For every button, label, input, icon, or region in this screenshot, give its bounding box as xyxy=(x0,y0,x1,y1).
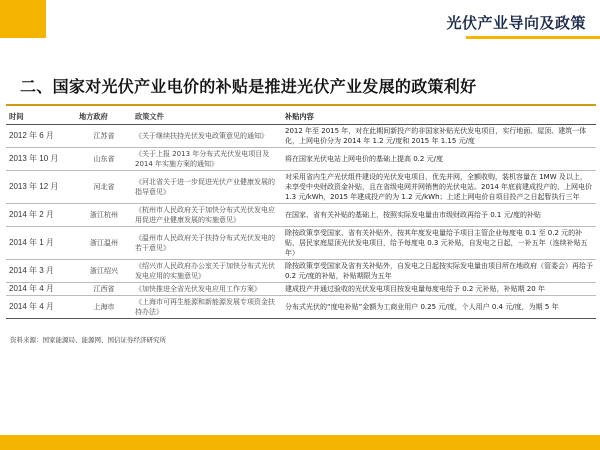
column-header-time: 时间 xyxy=(6,110,76,125)
cell-government: 江西省 xyxy=(76,283,132,296)
cell-government: 山东省 xyxy=(76,148,132,171)
cell-subsidy-content: 除按政策享受国家、省有关补贴外，按其年度发电量给予项目主管企业每度电 0.1 至 0.2 元的补贴，居民家庭屋顶光伏发电项目，给予每度电 0.3 元补贴，自发电之日起，一补五年（连续补贴五年） xyxy=(282,227,596,260)
section-title: 二、国家对光伏产业电价的补贴是推进光伏产业发展的政策利好 xyxy=(20,77,477,96)
cell-government: 浙江温州 xyxy=(76,227,132,260)
header-title: 光伏产业导向及政策 xyxy=(446,14,586,32)
table-row xyxy=(6,296,596,319)
cell-time: 2014 年 3 月 xyxy=(6,260,76,283)
brand-color-block xyxy=(0,0,46,38)
cell-subsidy-content: 建成投产并通过验收的光伏发电项目按发电量每度电给予 0.2 元补贴，补贴期 20 年 xyxy=(282,283,596,296)
table-header-row xyxy=(6,110,596,125)
cell-subsidy-content: 将在国家光伏电站上网电价的基础上提高 0.2 元/度 xyxy=(282,148,596,171)
cell-policy-document: 《绍兴市人民政府办公室关于加快分布式光伏发电应用的实施意见》 xyxy=(132,260,282,283)
cell-subsidy-content: 除按政策享受国家及省有关补贴外，自发电之日起按实际发电量由项目所在地政府（管委会）再给予 0.2 元/度的补贴，补贴期限为五年 xyxy=(282,260,596,283)
cell-government: 浙江绍兴 xyxy=(76,260,132,283)
cell-subsidy-content: 2012 年至 2015 年，对在此期间新投产的非国家补贴光伏发电项目，实行地面、屋顶、建筑一体化，上网电价分为 2014 年 1.2 元/度和 2015 年 1.15 元/度 xyxy=(282,125,596,148)
cell-policy-document: 《加快推进全省光伏发电应用工作方案》 xyxy=(132,283,282,296)
cell-time: 2014 年 4 月 xyxy=(6,283,76,296)
cell-time: 2014 年 2 月 xyxy=(6,204,76,227)
cell-time: 2014 年 4 月 xyxy=(6,296,76,319)
top-bar xyxy=(0,0,600,52)
table-row xyxy=(6,260,596,283)
cell-time: 2013 年 10 月 xyxy=(6,148,76,171)
column-header-subsidy-content: 补贴内容 xyxy=(282,110,596,125)
cell-government: 上海市 xyxy=(76,296,132,319)
source-note: 资料来源：国家能源局、能源网、国信证券经济研究所 xyxy=(10,336,166,344)
cell-subsidy-content: 分布式光伏的“度电补贴”金额为工商业用户 0.25 元/度，个人用户 0.4 元/度，为期 5 年 xyxy=(282,296,596,319)
cell-policy-document: 《杭州市人民政府关于加快分布式光伏发电应用促进产业健康发展的实施意见》 xyxy=(132,204,282,227)
cell-time: 2014 年 1 月 xyxy=(6,227,76,260)
cell-subsidy-content: 在国家、省有关补贴的基础上，按照实际发电量由市级财政再给予 0.1 元/度的补贴 xyxy=(282,204,596,227)
title-divider xyxy=(6,104,596,106)
column-header-government: 地方政府 xyxy=(76,110,132,125)
cell-government: 浙江杭州 xyxy=(76,204,132,227)
table-row xyxy=(6,227,596,260)
table-row xyxy=(6,171,596,204)
policy-table xyxy=(6,110,596,319)
cell-time: 2012 年 6 月 xyxy=(6,125,76,148)
table-row xyxy=(6,148,596,171)
header-underline xyxy=(466,36,600,39)
column-header-policy-document: 政策文件 xyxy=(132,110,282,125)
footer-accent-strip xyxy=(0,435,600,450)
table-row xyxy=(6,204,596,227)
table-row xyxy=(6,125,596,148)
cell-policy-document: 《关于继续扶持光伏发电政策意见的通知》 xyxy=(132,125,282,148)
cell-policy-document: 《河北省关于进一步促进光伏产业健康发展的指导意见》 xyxy=(132,171,282,204)
cell-government: 河北省 xyxy=(76,171,132,204)
cell-time: 2013 年 12 月 xyxy=(6,171,76,204)
cell-policy-document: 《关于上报 2013 年分布式光伏发电项目及 2014 年实施方案的通知》 xyxy=(132,148,282,171)
cell-policy-document: 《上海市可再生能源和新能源发展专项资金扶持办法》 xyxy=(132,296,282,319)
cell-subsidy-content: 对采用省内生产光伏组件建设的光伏发电项目，优先并网，全额收购，装机容量在 1MW 及以上，未享受中央财政资金补贴，且在省级电网并网销售的光伏电站。2014 年底前建成投产的，上网电价 1.3 元/kWh，2015 年建成投产的为 1.2 元/kWh；上述上网电价自项目投产之日起暂执行三年 xyxy=(282,171,596,204)
table-row xyxy=(6,283,596,296)
cell-government: 江苏省 xyxy=(76,125,132,148)
cell-policy-document: 《温州市人民政府关于扶持分布式光伏发电的若干意见》 xyxy=(132,227,282,260)
